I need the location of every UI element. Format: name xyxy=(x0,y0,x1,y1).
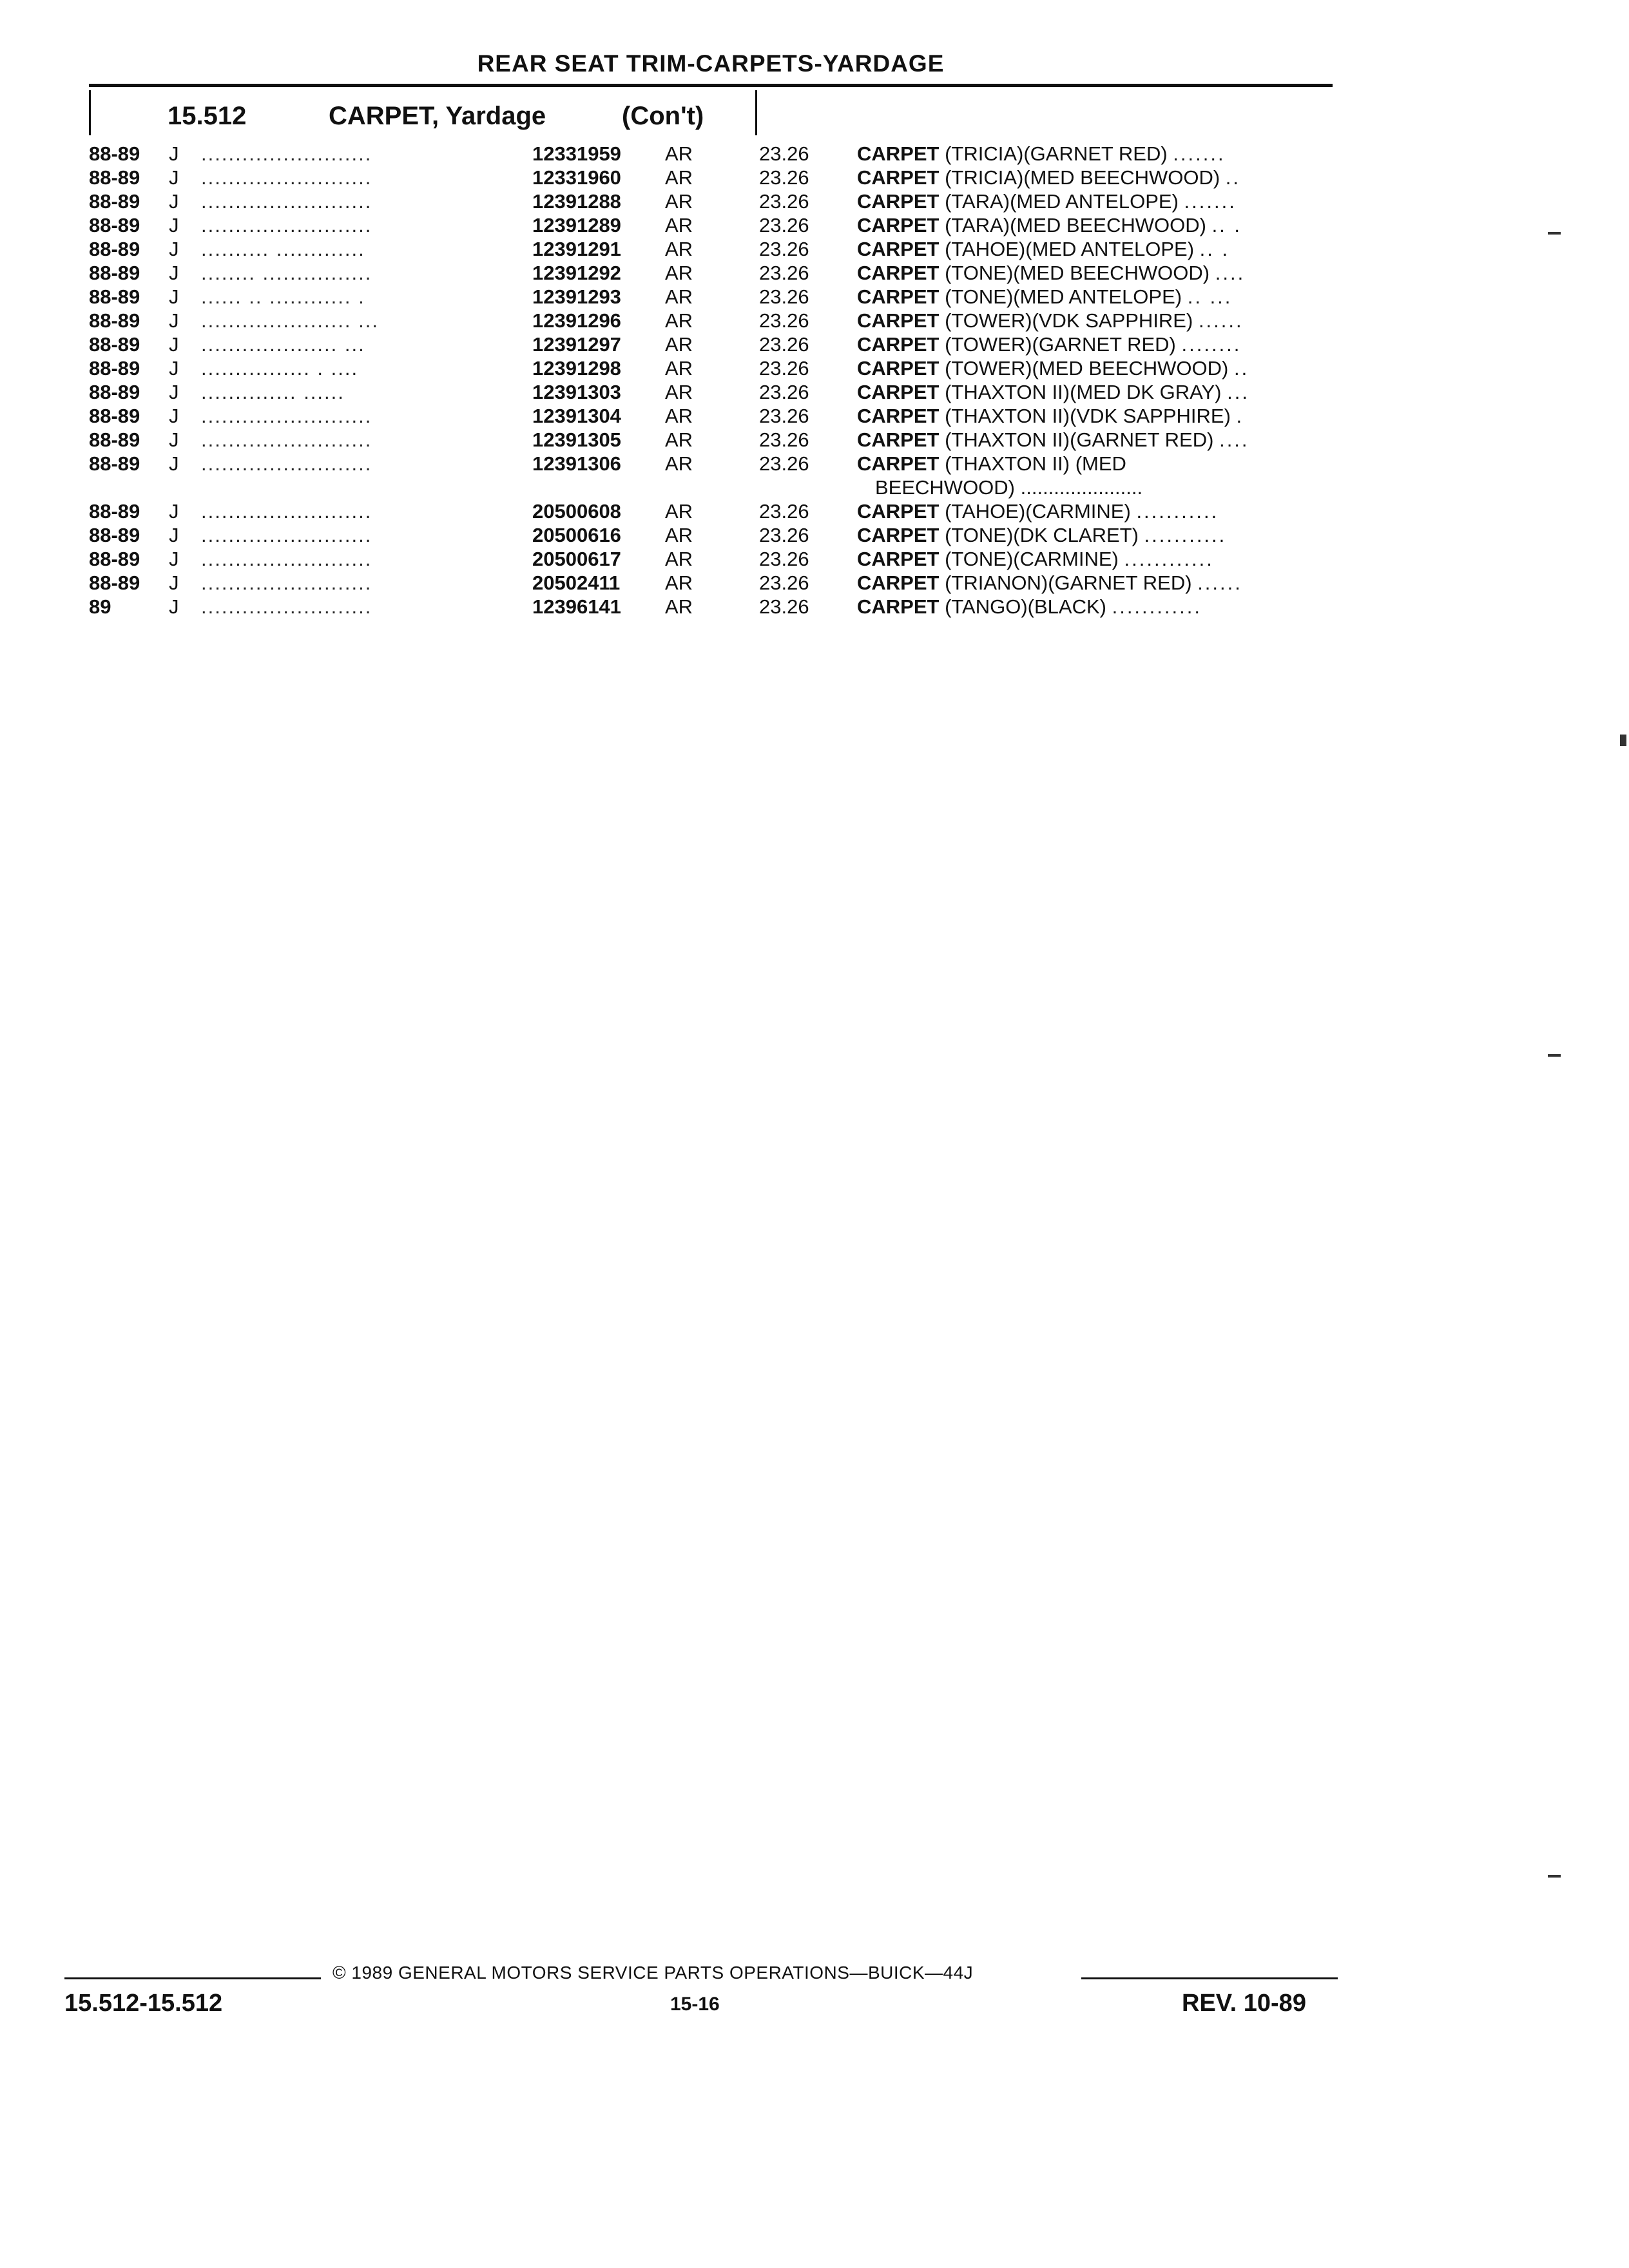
body-style: J xyxy=(169,595,179,618)
body-style: J xyxy=(169,405,179,427)
quantity: AR xyxy=(665,142,693,165)
description xyxy=(857,499,1334,523)
body-style: J xyxy=(169,238,179,260)
table-row xyxy=(0,380,1629,404)
part-description: (THAXTON II)(GARNET RED) xyxy=(945,428,1214,451)
part-name: CARPET xyxy=(857,214,940,236)
part-name: CARPET xyxy=(857,428,940,451)
part-name: CARPET xyxy=(857,285,940,308)
part-number: 12331960 xyxy=(532,166,621,189)
quantity: AR xyxy=(665,428,693,451)
quantity: AR xyxy=(665,524,693,546)
table-row xyxy=(0,404,1629,428)
body-style: J xyxy=(169,572,179,594)
body-style: J xyxy=(169,166,179,189)
part-description: (TAHOE)(MED ANTELOPE) xyxy=(945,238,1195,260)
table-row xyxy=(0,166,1629,189)
part-description: (TOWER)(GARNET RED) xyxy=(945,333,1176,356)
table-row xyxy=(0,499,1629,523)
margin-mark xyxy=(1548,232,1561,235)
model-year: 88-89 xyxy=(89,285,140,308)
quantity: AR xyxy=(665,262,693,284)
table-row xyxy=(0,523,1629,547)
illustration-ref: 23.26 xyxy=(759,333,809,356)
section-continued: (Con't) xyxy=(622,102,704,130)
description xyxy=(857,285,1334,309)
quantity: AR xyxy=(665,190,693,213)
model-year: 88-89 xyxy=(89,381,140,403)
illustration-ref: 23.26 xyxy=(759,285,809,308)
model-year: 88-89 xyxy=(89,214,140,236)
quantity: AR xyxy=(665,357,693,380)
part-name: CARPET xyxy=(857,190,940,213)
model-year: 88-89 xyxy=(89,500,140,523)
model-year: 88-89 xyxy=(89,190,140,213)
body-style: J xyxy=(169,285,179,308)
section-left-rule xyxy=(89,90,91,135)
part-name: CARPET xyxy=(857,595,940,618)
part-number: 12391305 xyxy=(532,428,621,451)
description-leader-dots: .. xyxy=(1234,357,1249,380)
section-mid-rule xyxy=(755,90,757,135)
model-year: 88-89 xyxy=(89,452,140,475)
part-description: (THAXTON II)(MED DK GRAY) xyxy=(945,381,1222,403)
part-name: CARPET xyxy=(857,452,940,475)
part-number: 12391289 xyxy=(532,214,621,236)
table-row xyxy=(0,142,1629,166)
part-description: (THAXTON II) (MED xyxy=(945,452,1126,475)
description-leader-dots: .... xyxy=(1219,428,1249,451)
model-year: 89 xyxy=(89,595,111,618)
leader-dots: ......................... xyxy=(201,428,372,451)
part-name: CARPET xyxy=(857,166,940,189)
part-number: 12391304 xyxy=(532,405,621,427)
model-year: 88-89 xyxy=(89,333,140,356)
description-leader-dots: ...... xyxy=(1197,572,1242,594)
quantity: AR xyxy=(665,166,693,189)
quantity: AR xyxy=(665,405,693,427)
quantity: AR xyxy=(665,572,693,594)
part-number: 20500608 xyxy=(532,500,621,523)
description xyxy=(857,547,1334,571)
body-style: J xyxy=(169,262,179,284)
description xyxy=(857,213,1334,237)
part-number: 12391292 xyxy=(532,262,621,284)
body-style: J xyxy=(169,309,179,332)
leader-dots: ......................... xyxy=(201,572,372,594)
quantity: AR xyxy=(665,309,693,332)
table-row xyxy=(0,356,1629,380)
body-style: J xyxy=(169,452,179,475)
model-year: 88-89 xyxy=(89,357,140,380)
quantity: AR xyxy=(665,548,693,570)
table-row xyxy=(0,428,1629,452)
quantity: AR xyxy=(665,595,693,618)
leader-dots: .......... ............. xyxy=(201,238,365,260)
description-leader-dots: ...... xyxy=(1198,309,1244,332)
quantity: AR xyxy=(665,500,693,523)
model-year: 88-89 xyxy=(89,309,140,332)
description xyxy=(857,189,1334,213)
footer-rule-left xyxy=(64,1977,321,1979)
leader-dots: ........ ................ xyxy=(201,262,372,284)
description xyxy=(857,309,1334,332)
part-description: (THAXTON II)(VDK SAPPHIRE) xyxy=(945,405,1231,427)
part-number: 12396141 xyxy=(532,595,621,618)
part-description: (TRICIA)(GARNET RED) xyxy=(945,142,1168,165)
part-description: (TONE)(MED BEECHWOOD) xyxy=(945,262,1210,284)
description xyxy=(857,380,1334,404)
part-description: (TOWER)(VDK SAPPHIRE) xyxy=(945,309,1193,332)
quantity: AR xyxy=(665,214,693,236)
body-style: J xyxy=(169,333,179,356)
part-name: CARPET xyxy=(857,262,940,284)
part-number: 12391291 xyxy=(532,238,621,260)
body-style: J xyxy=(169,500,179,523)
illustration-ref: 23.26 xyxy=(759,572,809,594)
part-number: 12391297 xyxy=(532,333,621,356)
part-name: CARPET xyxy=(857,548,940,570)
description xyxy=(857,428,1334,452)
description-leader-dots: . xyxy=(1236,405,1244,427)
leader-dots: ......................... xyxy=(201,595,372,618)
description-leader-dots: .. . xyxy=(1199,238,1230,260)
table-row xyxy=(0,237,1629,261)
part-description: (TAHOE)(CARMINE) xyxy=(945,500,1131,523)
model-year: 88-89 xyxy=(89,405,140,427)
leader-dots: ...................... ... xyxy=(201,309,379,332)
part-description: (TOWER)(MED BEECHWOOD) xyxy=(945,357,1229,380)
footer-page-number: 15-16 xyxy=(670,1994,720,2015)
part-name: CARPET xyxy=(857,405,940,427)
part-description: (TRIANON)(GARNET RED) xyxy=(945,572,1192,594)
description-leader-dots: ....... xyxy=(1173,142,1226,165)
margin-mark xyxy=(1548,1054,1561,1057)
description-leader-dots: ............ xyxy=(1124,548,1214,570)
illustration-ref: 23.26 xyxy=(759,142,809,165)
body-style: J xyxy=(169,190,179,213)
illustration-ref: 23.26 xyxy=(759,381,809,403)
illustration-ref: 23.26 xyxy=(759,405,809,427)
margin-mark xyxy=(1548,1875,1561,1878)
part-number: 20500617 xyxy=(532,548,621,570)
illustration-ref: 23.26 xyxy=(759,262,809,284)
body-style: J xyxy=(169,142,179,165)
illustration-ref: 23.26 xyxy=(759,309,809,332)
body-style: J xyxy=(169,357,179,380)
part-name: CARPET xyxy=(857,238,940,260)
description xyxy=(857,166,1334,189)
part-number: 12391306 xyxy=(532,452,621,475)
model-year: 88-89 xyxy=(89,572,140,594)
part-description: (TONE)(MED ANTELOPE) xyxy=(945,285,1182,308)
table-row xyxy=(0,452,1629,499)
illustration-ref: 23.26 xyxy=(759,524,809,546)
table-row xyxy=(0,309,1629,332)
illustration-ref: 23.26 xyxy=(759,500,809,523)
illustration-ref: 23.26 xyxy=(759,428,809,451)
body-style: J xyxy=(169,428,179,451)
description-leader-dots: ........... xyxy=(1136,500,1219,523)
part-description: (TARA)(MED ANTELOPE) xyxy=(945,190,1179,213)
table-row xyxy=(0,595,1629,619)
leader-dots: ......................... xyxy=(201,548,372,570)
part-description: (TONE)(DK CLARET) xyxy=(945,524,1139,546)
description-leader-dots: .. ... xyxy=(1187,285,1233,308)
description-leader-dots: ... xyxy=(1227,381,1249,403)
description-leader-dots: .. . xyxy=(1211,214,1242,236)
description-leader-dots: ............ xyxy=(1112,595,1202,618)
leader-dots: ......................... xyxy=(201,405,372,427)
footer-revision: REV. 10-89 xyxy=(1182,1990,1306,2017)
illustration-ref: 23.26 xyxy=(759,452,809,475)
part-name: CARPET xyxy=(857,572,940,594)
part-number: 12391298 xyxy=(532,357,621,380)
model-year: 88-89 xyxy=(89,428,140,451)
model-year: 88-89 xyxy=(89,548,140,570)
quantity: AR xyxy=(665,285,693,308)
quantity: AR xyxy=(665,381,693,403)
footer-rule-right xyxy=(1081,1977,1338,1979)
body-style: J xyxy=(169,381,179,403)
leader-dots: ......................... xyxy=(201,190,372,213)
table-row xyxy=(0,571,1629,595)
table-row xyxy=(0,189,1629,213)
illustration-ref: 23.26 xyxy=(759,238,809,260)
part-number: 20502411 xyxy=(532,572,621,594)
leader-dots: ......................... xyxy=(201,214,372,236)
illustration-ref: 23.26 xyxy=(759,357,809,380)
table-row xyxy=(0,285,1629,309)
table-row xyxy=(0,332,1629,356)
illustration-ref: 23.26 xyxy=(759,595,809,618)
illustration-ref: 23.26 xyxy=(759,548,809,570)
body-style: J xyxy=(169,548,179,570)
part-description: (TANGO)(BLACK) xyxy=(945,595,1106,618)
part-number: 12331959 xyxy=(532,142,621,165)
part-number: 12391296 xyxy=(532,309,621,332)
model-year: 88-89 xyxy=(89,262,140,284)
part-name: CARPET xyxy=(857,381,940,403)
description xyxy=(857,332,1334,356)
model-year: 88-89 xyxy=(89,166,140,189)
quantity: AR xyxy=(665,452,693,475)
margin-mark xyxy=(1620,735,1626,746)
leader-dots: .................... ... xyxy=(201,333,365,356)
parts-list xyxy=(0,142,1629,619)
table-row xyxy=(0,261,1629,285)
part-number: 12391303 xyxy=(532,381,621,403)
description-leader-dots: ....... xyxy=(1184,190,1237,213)
description-continuation: BEECHWOOD) ...................... xyxy=(875,476,1143,499)
description xyxy=(857,571,1334,595)
part-name: CARPET xyxy=(857,524,940,546)
description xyxy=(857,237,1334,261)
description-leader-dots: .. xyxy=(1225,166,1241,189)
model-year: 88-89 xyxy=(89,142,140,165)
table-row xyxy=(0,213,1629,237)
description-leader-dots: ........ xyxy=(1181,333,1242,356)
description xyxy=(857,595,1334,619)
leader-dots: ......................... xyxy=(201,142,372,165)
leader-dots: ......................... xyxy=(201,500,372,523)
part-description: (TARA)(MED BEECHWOOD) xyxy=(945,214,1206,236)
part-name: CARPET xyxy=(857,357,940,380)
illustration-ref: 23.26 xyxy=(759,166,809,189)
page-title: REAR SEAT TRIM-CARPETS-YARDAGE xyxy=(477,50,945,77)
leader-dots: ......................... xyxy=(201,524,372,546)
leader-dots: ................ . .... xyxy=(201,357,359,380)
description xyxy=(857,356,1334,380)
model-year: 88-89 xyxy=(89,524,140,546)
quantity: AR xyxy=(665,333,693,356)
leader-dots: ......................... xyxy=(201,452,372,475)
part-name: CARPET xyxy=(857,500,940,523)
part-description: (TRICIA)(MED BEECHWOOD) xyxy=(945,166,1220,189)
model-year: 88-89 xyxy=(89,238,140,260)
body-style: J xyxy=(169,524,179,546)
leader-dots: ......................... xyxy=(201,166,372,189)
part-name: CARPET xyxy=(857,333,940,356)
part-description: (TONE)(CARMINE) xyxy=(945,548,1119,570)
header-rule xyxy=(89,84,1333,87)
footer-section-range: 15.512-15.512 xyxy=(64,1990,223,2017)
illustration-ref: 23.26 xyxy=(759,214,809,236)
part-number: 20500616 xyxy=(532,524,621,546)
description xyxy=(857,261,1334,285)
description xyxy=(857,404,1334,428)
part-name: CARPET xyxy=(857,142,940,165)
leader-dots: .............. ...... xyxy=(201,381,345,403)
table-row xyxy=(0,547,1629,571)
body-style: J xyxy=(169,214,179,236)
illustration-ref: 23.26 xyxy=(759,190,809,213)
description xyxy=(857,523,1334,547)
description xyxy=(857,142,1334,166)
part-number: 12391293 xyxy=(532,285,621,308)
leader-dots: ...... .. ............ . xyxy=(201,285,365,308)
description xyxy=(857,452,1334,499)
part-number: 12391288 xyxy=(532,190,621,213)
description-leader-dots: .... xyxy=(1215,262,1246,284)
section-number: 15.512 xyxy=(168,102,247,130)
part-name: CARPET xyxy=(857,309,940,332)
section-title: CARPET, Yardage xyxy=(329,102,546,130)
quantity: AR xyxy=(665,238,693,260)
copyright-notice: © 1989 GENERAL MOTORS SERVICE PARTS OPERATIONS—BUICK—44J xyxy=(333,1963,974,1983)
description-leader-dots: ........... xyxy=(1144,524,1227,546)
